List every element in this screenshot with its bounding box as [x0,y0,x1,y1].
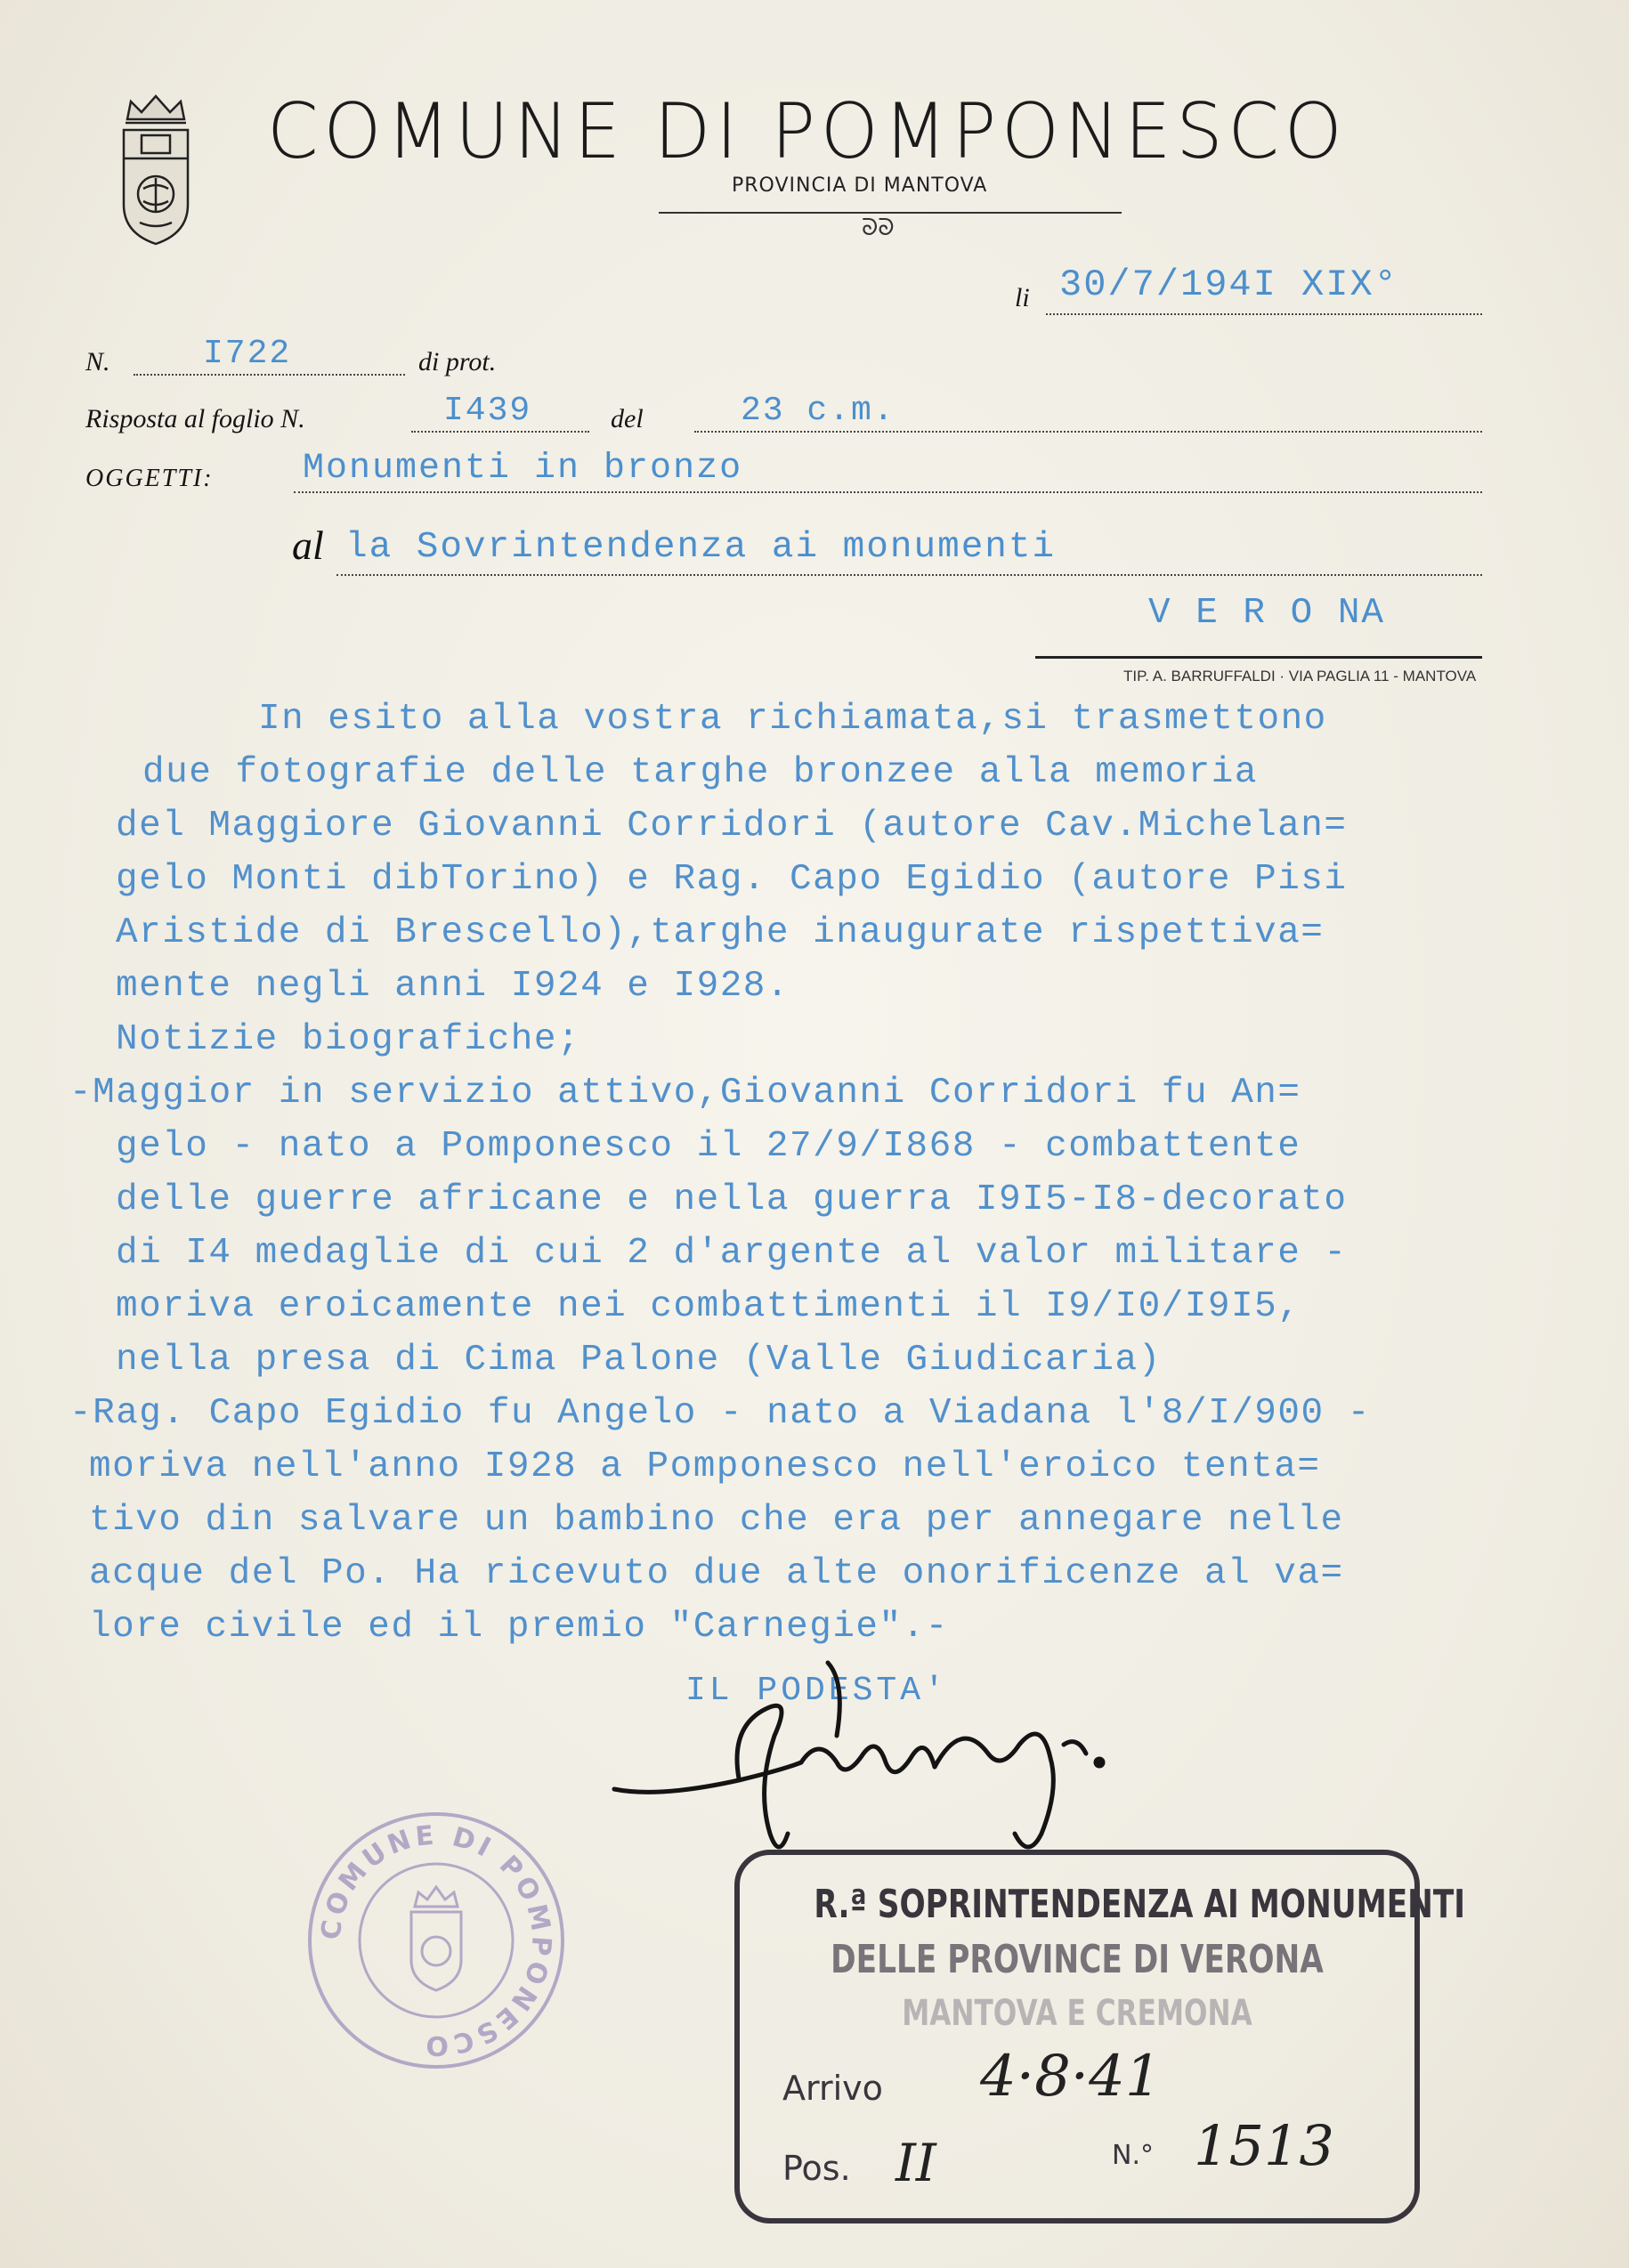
body-line-2: due fotografie delle targhe bronzee alla memoria [142,752,1258,793]
body-line-3: del Maggiore Giovanni Corridori (autore Cav.Michelan= [116,806,1348,846]
protocol-suffix: di prot. [418,347,497,377]
body-line-14: -Rag. Capo Egidio fu Angelo - nato a Viadana l'8/I/900 - [69,1393,1371,1434]
subject-label: OGGETTI: [85,465,214,492]
body-line-11: di I4 medaglie di cui 2 d'argente al valor militare - [116,1233,1348,1274]
body-line-7: Notizie biografiche; [116,1019,581,1060]
body-line-18: lore civile ed il premio "Carnegie".- [89,1607,949,1648]
address-rule [1035,656,1482,659]
body-line-9: gelo - nato a Pomponesco il 27/9/I868 - combattente [116,1126,1301,1167]
body-line-6: mente negli anni I924 e I928. [116,966,790,1007]
stamp-arrivo-date: 4·8·41 [980,2044,1162,2110]
printer-imprint: TIP. A. BARRUFFALDI · VIA PAGLIA 11 - MANTOVA [1123,668,1477,684]
coat-of-arms-icon [111,89,200,249]
body-line-4: gelo Monti dibTorino) e Rag. Capo Egidio (autore Pisi [116,859,1348,900]
reply-date: 23 c.m. [741,392,896,430]
body-line-8: -Maggior in servizio attivo,Giovanni Corridori fu An= [69,1073,1301,1114]
body-line-13: nella presa di Cima Palone (Valle Giudicaria) [116,1340,1162,1381]
stamp-office-line: R.ª SOPRINTENDENZA AI MONUMENTI [814,1882,1466,1927]
header-ornament: ᘐᘐ [862,215,895,241]
stamp-number-value: 1513 [1194,2113,1334,2178]
closing-title: IL PODESTA' [685,1672,948,1710]
date-dotted-line [1046,313,1482,315]
subject-dotted-line [294,491,1482,493]
body-line-15: moriva nell'anno I928 a Pomponesco nell'eroico tenta= [89,1446,1321,1487]
protocol-label: N. [85,347,110,377]
body-line-12: moriva eroicamente nei combattimenti il I9/I0/I9I5, [116,1286,1301,1327]
recipient-city: V E R O NA [1148,593,1386,634]
province-subtitle: PROVINCIA DI MANTOVA [732,174,988,197]
arrival-stamp [734,1850,1466,2223]
reply-dotted-line [411,431,589,433]
body-line-17: acque del Po. Ha ricevuto due alte onorificenze al va= [89,1553,1344,1594]
stamp-region-line: MANTOVA E CREMONA [902,1993,1252,2034]
protocol-number: I722 [203,335,292,373]
subject-value: Monumenti in bronzo [303,449,743,489]
municipality-title: COMUNE DI POMPONESCO [267,87,1348,176]
reply-del-label: del [611,404,644,433]
recipient-name: la Sovrintendenza ai monumenti [345,527,1057,568]
stamp-number-label: N.° [1112,2140,1154,2171]
svg-text:COMUNE DI POMPONESCO: COMUNE DI POMPONESCO [315,1819,557,2061]
body-line-10: delle guerre africane e nella guerra I9I5-I8-decorato [116,1179,1348,1220]
stamp-pos-label: Pos. [782,2149,851,2188]
recipient-dotted-line [336,574,1482,576]
protocol-dotted-line [134,374,405,376]
stamp-pos-value: II [896,2133,936,2193]
date-value: 30/7/194I XIX° [1059,263,1398,306]
reply-date-dotted-line [694,431,1482,433]
reply-label: Risposta al foglio N. [85,404,305,433]
signature-icon [579,1656,1148,1869]
stamp-province-line: DELLE PROVINCE DI VERONA [831,1937,1324,1982]
body-line-1: In esito alla vostra richiamata,si trasmettono [258,699,1327,740]
body-line-16: tivo din salvare un bambino che era per annegare nelle [89,1500,1344,1541]
header-divider [659,212,1122,214]
date-prefix: li [1015,283,1030,312]
stamp-arrivo-label: Arrivo [782,2069,883,2108]
reply-number: I439 [443,392,532,430]
recipient-prefix: al [292,522,324,568]
body-line-5: Aristide di Brescello),targhe inaugurate rispettiva= [116,912,1325,953]
municipal-seal-icon [303,1807,570,2074]
